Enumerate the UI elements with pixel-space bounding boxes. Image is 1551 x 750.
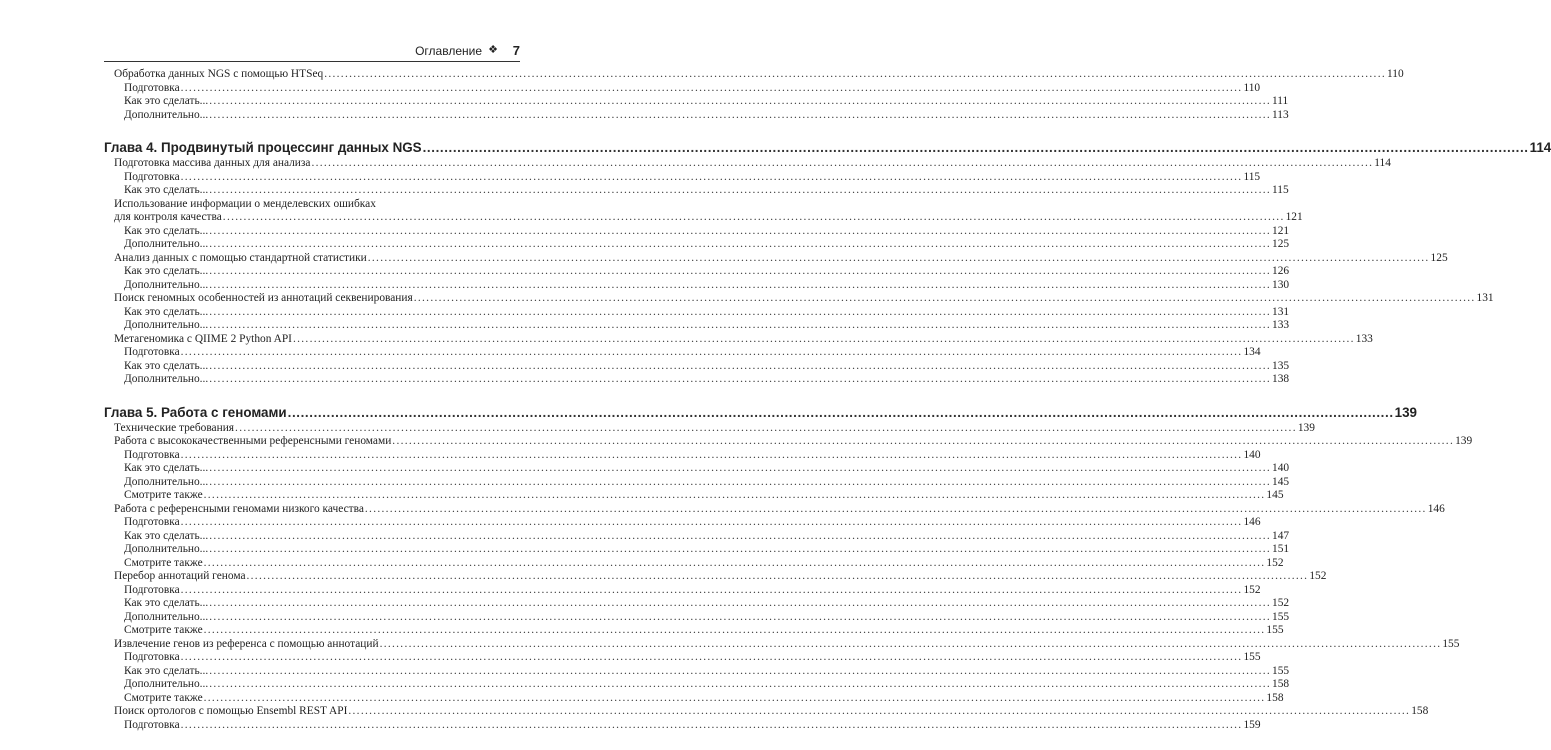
chapter-5-entries (104, 421, 1473, 733)
toc-subsection-entry[interactable] (104, 462, 1290, 476)
toc-section-entry[interactable] (104, 292, 1494, 306)
toc-entry-title: Дополнительно... (124, 373, 209, 385)
dot-leader (203, 557, 1267, 571)
toc-section-entry[interactable] (104, 637, 1460, 652)
toc-entry-page: 152 (1309, 570, 1327, 582)
dot-leader (422, 139, 1530, 156)
toc-entry-title: Анализ данных с помощью стандартной статистики (114, 251, 367, 264)
toc-section-entry[interactable] (104, 211, 1303, 225)
dot-leader (292, 333, 1356, 347)
toc-pre-section (104, 68, 1404, 122)
toc-entry-title: Как это сделать... (124, 224, 209, 237)
toc-entry-page: 133 (1355, 332, 1373, 345)
toc-entry-title: Смотрите также (124, 624, 203, 636)
toc-entry-title: Подготовка (124, 718, 180, 731)
toc-subsection-entry[interactable] (104, 556, 1284, 571)
dot-leader (208, 543, 1272, 557)
toc-entry-page: 152 (1266, 556, 1284, 569)
toc-subsection-entry[interactable] (104, 319, 1290, 333)
toc-section-entry[interactable] (104, 251, 1448, 266)
toc-section-entry[interactable] (104, 705, 1429, 719)
toc-subsection-entry[interactable] (104, 346, 1261, 360)
toc-entry-page: 131 (1476, 292, 1494, 304)
toc-entry-title: Как это сделать... (124, 184, 209, 196)
toc-entry-page: 121 (1285, 211, 1303, 223)
dot-leader (208, 360, 1272, 374)
toc-entry-title: Подготовка массива данных для анализа (114, 157, 311, 169)
toc-entry-page: 146 (1243, 516, 1261, 528)
dot-leader (208, 678, 1272, 692)
toc-entry-page: 145 (1272, 475, 1290, 488)
dot-leader (208, 530, 1272, 544)
page-number: 7 (512, 43, 520, 58)
toc-subsection-entry[interactable] (104, 373, 1290, 387)
dot-leader (208, 265, 1272, 279)
chapter-4-entries (104, 157, 1494, 387)
toc-entry-title: Дополнительно... (124, 475, 209, 488)
toc-entry-title: Как это сделать... (124, 265, 209, 277)
toc-entry-page: 130 (1272, 278, 1290, 291)
header-rule (104, 61, 520, 62)
toc-subsection-entry[interactable] (104, 489, 1284, 503)
table-of-contents (104, 68, 1551, 732)
toc-entry-title: Дополнительно... (124, 610, 209, 623)
toc-entry-page: 146 (1427, 502, 1445, 515)
toc-entry-title: Дополнительно... (124, 238, 209, 250)
toc-entry-page: 155 (1266, 624, 1284, 636)
running-header (104, 44, 520, 60)
toc-entry-page: 125 (1430, 251, 1448, 264)
toc-entry-page: 138 (1272, 373, 1290, 385)
dot-leader (323, 68, 1387, 82)
toc-entry-title: Работа с высококачественными референсными геномами (114, 435, 392, 447)
dot-leader (180, 651, 1244, 665)
dot-leader (208, 665, 1272, 679)
toc-entry-title: Подготовка (124, 583, 180, 596)
dot-leader (391, 435, 1455, 449)
toc-subsection-entry[interactable] (104, 624, 1284, 638)
toc-entry-page: 140 (1243, 448, 1261, 461)
chapter-title: Глава 4. Продвинутый процессинг данных NGS (104, 140, 422, 155)
toc-entry-page: 159 (1243, 718, 1261, 731)
toc-entry-title: Перебор аннотаций генома (114, 570, 246, 582)
toc-entry-page: 114 (1374, 157, 1391, 169)
toc-subsection-entry[interactable] (104, 691, 1284, 706)
dot-leader (180, 584, 1244, 598)
toc-entry-title: Технические требования (114, 421, 235, 434)
dot-leader (347, 705, 1411, 719)
toc-entry-title: Поиск геномных особенностей из аннотаций секвенирования (114, 292, 413, 304)
toc-section-entry[interactable] (104, 421, 1315, 436)
toc-subsection-entry[interactable] (104, 81, 1261, 96)
toc-subsection-entry[interactable] (104, 475, 1290, 490)
dot-leader (364, 503, 1428, 517)
toc-entry-title: Смотрите также (124, 556, 203, 569)
dot-leader (208, 184, 1272, 198)
toc-entry-page: 131 (1272, 305, 1290, 318)
toc-entry-page: 139 (1297, 421, 1315, 434)
toc-entry-page: 133 (1272, 319, 1290, 331)
toc-section-entry[interactable] (104, 435, 1473, 449)
toc-entry-page: 152 (1272, 597, 1290, 609)
toc-entry-title: Как это сделать... (124, 95, 209, 107)
toc-entry-title: Подготовка (124, 651, 180, 663)
dot-leader (203, 692, 1267, 706)
toc-subsection-entry[interactable] (104, 359, 1290, 374)
toc-entry-page: 140 (1272, 462, 1290, 474)
toc-entry-title: Дополнительно... (124, 678, 209, 690)
toc-section-entry[interactable] (104, 157, 1391, 171)
chapter-4-heading[interactable] (104, 139, 1551, 156)
dot-leader (208, 95, 1272, 109)
toc-entry-title: Смотрите также (124, 489, 203, 501)
toc-subsection-entry[interactable] (104, 265, 1290, 279)
toc-entry-title: Как это сделать... (124, 664, 209, 677)
toc-subsection-entry[interactable] (104, 664, 1290, 679)
toc-entry-page: 145 (1266, 489, 1284, 501)
dot-leader (180, 516, 1244, 530)
toc-entry-page: 110 (1387, 68, 1404, 80)
toc-entry-page: 155 (1272, 664, 1290, 677)
toc-section-entry[interactable] (104, 68, 1404, 82)
toc-entry-title: Метагеномика с QIIME 2 Python API (114, 332, 292, 345)
toc-subsection-entry[interactable] (104, 543, 1290, 557)
toc-entry-title-line: Использование информации о менделевских ошибках (114, 197, 376, 210)
dot-leader (246, 570, 1310, 584)
toc-subsection-entry[interactable] (104, 529, 1290, 544)
dot-leader (208, 238, 1272, 252)
dot-leader (379, 638, 1443, 652)
toc-subsection-entry[interactable] (104, 678, 1290, 692)
toc-subsection-entry[interactable] (104, 610, 1290, 625)
toc-entry-page: 110 (1243, 81, 1261, 94)
toc-entry-title: Как это сделать... (124, 359, 209, 372)
toc-entry-page: 115 (1243, 170, 1261, 183)
toc-entry-title: Подготовка (124, 448, 180, 461)
dot-leader (208, 462, 1272, 476)
toc-subsection-entry[interactable] (104, 108, 1289, 123)
toc-entry-title: Дополнительно... (124, 278, 209, 291)
toc-entry-page: 158 (1272, 678, 1290, 690)
toc-entry-page: 115 (1272, 184, 1289, 196)
toc-entry-title: для контроля качества (114, 211, 222, 223)
dot-leader (208, 279, 1272, 293)
toc-entry-page: 111 (1272, 95, 1289, 107)
toc-subsection-entry[interactable] (104, 170, 1261, 185)
toc-subsection-entry[interactable] (104, 238, 1290, 252)
dot-leader (208, 319, 1272, 333)
dot-leader (203, 624, 1267, 638)
toc-entry-title: Как это сделать... (124, 597, 209, 609)
toc-entry-page: 158 (1411, 705, 1429, 717)
toc-entry-title: Извлечение генов из референса с помощью аннотаций (114, 637, 379, 650)
toc-subsection-entry[interactable] (104, 95, 1289, 109)
dot-leader (208, 597, 1272, 611)
toc-entry-title: Подготовка (124, 516, 180, 528)
toc-entry-title: Подготовка (124, 81, 180, 94)
toc-entry-page: 139 (1455, 435, 1473, 447)
toc-entry-page: 155 (1272, 610, 1290, 623)
dot-leader (367, 252, 1431, 266)
chapter-page: 114 (1529, 140, 1551, 155)
dot-leader (287, 404, 1395, 421)
dot-leader (222, 211, 1286, 225)
dot-leader (413, 292, 1477, 306)
dot-leader (208, 306, 1272, 320)
toc-entry-title: Как это сделать... (124, 305, 209, 318)
dot-leader (180, 171, 1244, 185)
toc-entry-page: 135 (1272, 359, 1290, 372)
toc-entry-page: 152 (1243, 583, 1261, 596)
toc-section-entry[interactable] (104, 502, 1445, 517)
toc-entry-page: 125 (1272, 238, 1290, 250)
dot-leader (180, 719, 1244, 733)
dot-leader (208, 109, 1272, 123)
dot-leader (234, 422, 1298, 436)
toc-entry-page: 113 (1272, 108, 1289, 121)
toc-entry-title: Дополнительно... (124, 543, 209, 555)
ornament-icon: ❖ (488, 44, 498, 56)
toc-entry-page: 126 (1272, 265, 1290, 277)
toc-subsection-entry[interactable] (104, 278, 1290, 293)
toc-entry-title: Работа с референсными геномами низкого качества (114, 502, 364, 515)
dot-leader (208, 611, 1272, 625)
toc-entry-page: 134 (1243, 346, 1261, 358)
dot-leader (208, 225, 1272, 239)
toc-subsection-entry[interactable] (104, 448, 1261, 463)
dot-leader (180, 346, 1244, 360)
toc-entry-title: Смотрите также (124, 691, 203, 704)
toc-entry-page: 151 (1272, 543, 1290, 555)
toc-section-entry[interactable] (104, 570, 1327, 584)
toc-entry-page: 147 (1272, 529, 1290, 542)
toc-subsection-entry[interactable] (104, 516, 1261, 530)
dot-leader (180, 82, 1244, 96)
toc-subsection-entry[interactable] (104, 583, 1261, 598)
dot-leader (208, 476, 1272, 490)
toc-entry-page: 155 (1442, 637, 1460, 650)
toc-entry-title: Подготовка (124, 170, 180, 183)
toc-entry-title: Дополнительно... (124, 108, 209, 121)
toc-entry-title: Обработка данных NGS с помощью HTSeq (114, 68, 324, 80)
toc-entry-title: Как это сделать... (124, 462, 209, 474)
toc-subsection-entry[interactable] (104, 184, 1289, 198)
toc-subsection-entry[interactable] (104, 305, 1290, 320)
dot-leader (310, 157, 1374, 171)
dot-leader (208, 373, 1272, 387)
chapter-page: 139 (1394, 404, 1417, 420)
chapter-title: Глава 5. Работа с геномами (104, 404, 287, 420)
chapter-5-heading[interactable] (104, 404, 1417, 421)
toc-subsection-entry[interactable] (104, 224, 1290, 239)
toc-section-entry[interactable] (104, 332, 1373, 347)
toc-subsection-entry[interactable] (104, 597, 1290, 611)
toc-entry-title: Подготовка (124, 346, 180, 358)
toc-entry-title: Дополнительно... (124, 319, 209, 331)
running-header-title: Оглавление (415, 44, 482, 58)
dot-leader (180, 449, 1244, 463)
dot-leader (203, 489, 1267, 503)
toc-subsection-entry[interactable] (104, 651, 1261, 665)
toc-entry-page: 121 (1272, 224, 1290, 237)
toc-entry-page: 158 (1266, 691, 1284, 704)
toc-entry-title: Поиск ортологов с помощью Ensembl REST API (114, 705, 348, 717)
toc-entry-title: Как это сделать... (124, 529, 209, 542)
toc-subsection-entry[interactable] (104, 718, 1261, 733)
toc-entry-page: 155 (1243, 651, 1261, 663)
